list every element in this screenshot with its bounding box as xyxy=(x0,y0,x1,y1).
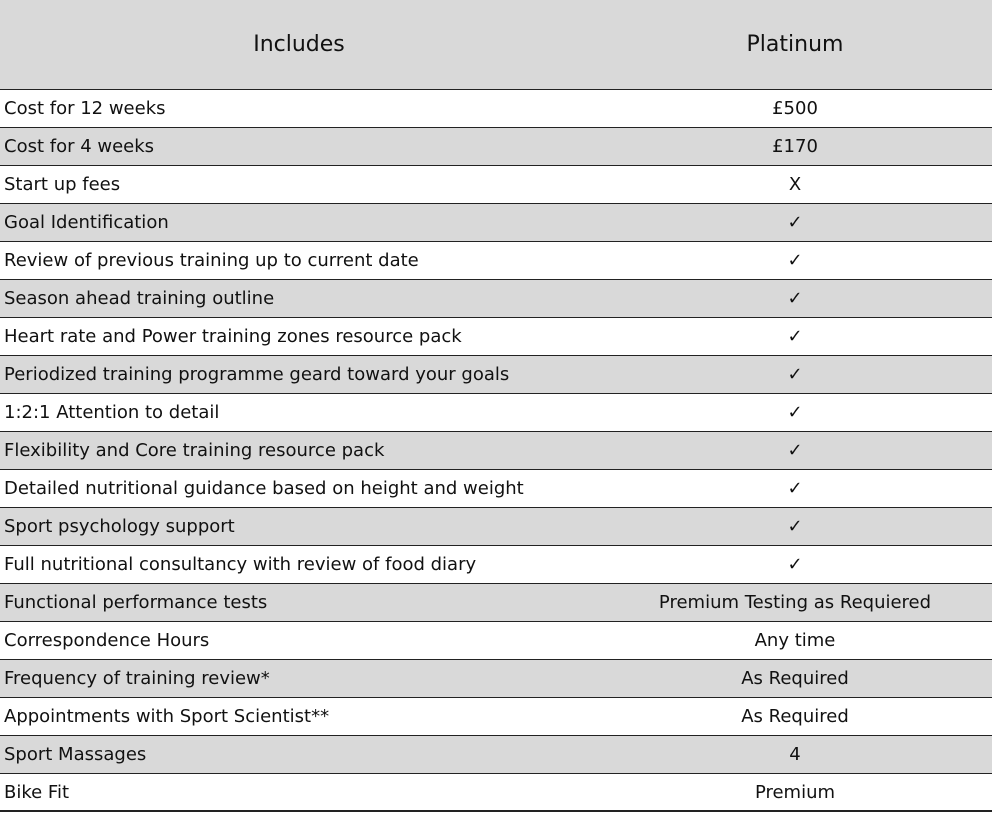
feature-cell: Flexibility and Core training resource pack xyxy=(4,440,385,461)
table-header xyxy=(0,0,992,90)
platinum-value-cell: Premium xyxy=(754,781,836,803)
platinum-value-cell: As Required xyxy=(741,706,849,727)
table-row xyxy=(0,736,992,774)
feature-cell: Periodized training programme geard toward your goals xyxy=(4,364,510,385)
feature-cell: Review of previous training up to current date xyxy=(4,250,419,271)
feature-cell: 1:2:1 Attention to detail xyxy=(4,402,220,423)
feature-cell: Bike Fit xyxy=(4,781,70,803)
table-row xyxy=(0,508,992,546)
table-row xyxy=(0,698,992,736)
platinum-value-cell: £500 xyxy=(772,98,818,119)
table-row xyxy=(0,546,992,584)
table-row xyxy=(0,128,992,166)
table-row xyxy=(0,584,992,622)
feature-cell: Frequency of training review* xyxy=(4,668,270,689)
table-body xyxy=(0,90,992,812)
platinum-value-cell: Premium Testing as Requiered xyxy=(658,592,932,613)
platinum-value-cell: ✓ xyxy=(787,212,803,233)
platinum-value-cell: ✓ xyxy=(787,440,803,461)
platinum-value-cell: ✓ xyxy=(787,402,803,423)
table-row xyxy=(0,318,992,356)
table-row xyxy=(0,432,992,470)
feature-cell: Season ahead training outline xyxy=(4,288,275,309)
feature-cell: Sport Massages xyxy=(4,744,147,765)
feature-cell: Correspondence Hours xyxy=(4,630,210,651)
table-row xyxy=(0,622,992,660)
feature-cell: Heart rate and Power training zones resource pack xyxy=(4,326,462,347)
platinum-value-cell: ✓ xyxy=(787,364,803,385)
platinum-value-cell: As Required xyxy=(741,668,849,689)
platinum-value-cell: 4 xyxy=(789,744,801,765)
table-row xyxy=(0,166,992,204)
table-row xyxy=(0,470,992,508)
feature-cell: Start up fees xyxy=(4,174,121,195)
table-row xyxy=(0,280,992,318)
feature-cell: Sport psychology support xyxy=(4,516,235,537)
feature-cell: Appointments with Sport Scientist** xyxy=(4,706,330,727)
platinum-value-cell: X xyxy=(788,174,802,195)
table-row xyxy=(0,356,992,394)
feature-cell: Full nutritional consultancy with review of food diary xyxy=(4,554,477,575)
feature-cell: Goal Identification xyxy=(4,212,169,233)
feature-cell: Cost for 12 weeks xyxy=(4,98,166,119)
platinum-value-cell: ✓ xyxy=(787,516,803,537)
table-row xyxy=(0,660,992,698)
platinum-value-cell: ✓ xyxy=(787,478,803,499)
table-row xyxy=(0,242,992,280)
table-row xyxy=(0,204,992,242)
table-row xyxy=(0,90,992,128)
feature-cell: Detailed nutritional guidance based on height and weight xyxy=(4,478,524,499)
platinum-value-cell: ✓ xyxy=(787,554,803,575)
platinum-value-cell: Any time xyxy=(754,630,836,651)
platinum-value-cell: £170 xyxy=(772,136,818,157)
platinum-value-cell: ✓ xyxy=(787,288,803,309)
feature-cell: Functional performance tests xyxy=(4,592,268,613)
feature-cell: Cost for 4 weeks xyxy=(4,136,155,157)
header-includes: Includes xyxy=(253,32,345,57)
header-platinum: Platinum xyxy=(746,32,844,57)
platinum-value-cell: ✓ xyxy=(787,326,803,347)
platinum-value-cell: ✓ xyxy=(787,250,803,271)
table-row xyxy=(0,394,992,432)
table-row xyxy=(0,774,992,812)
